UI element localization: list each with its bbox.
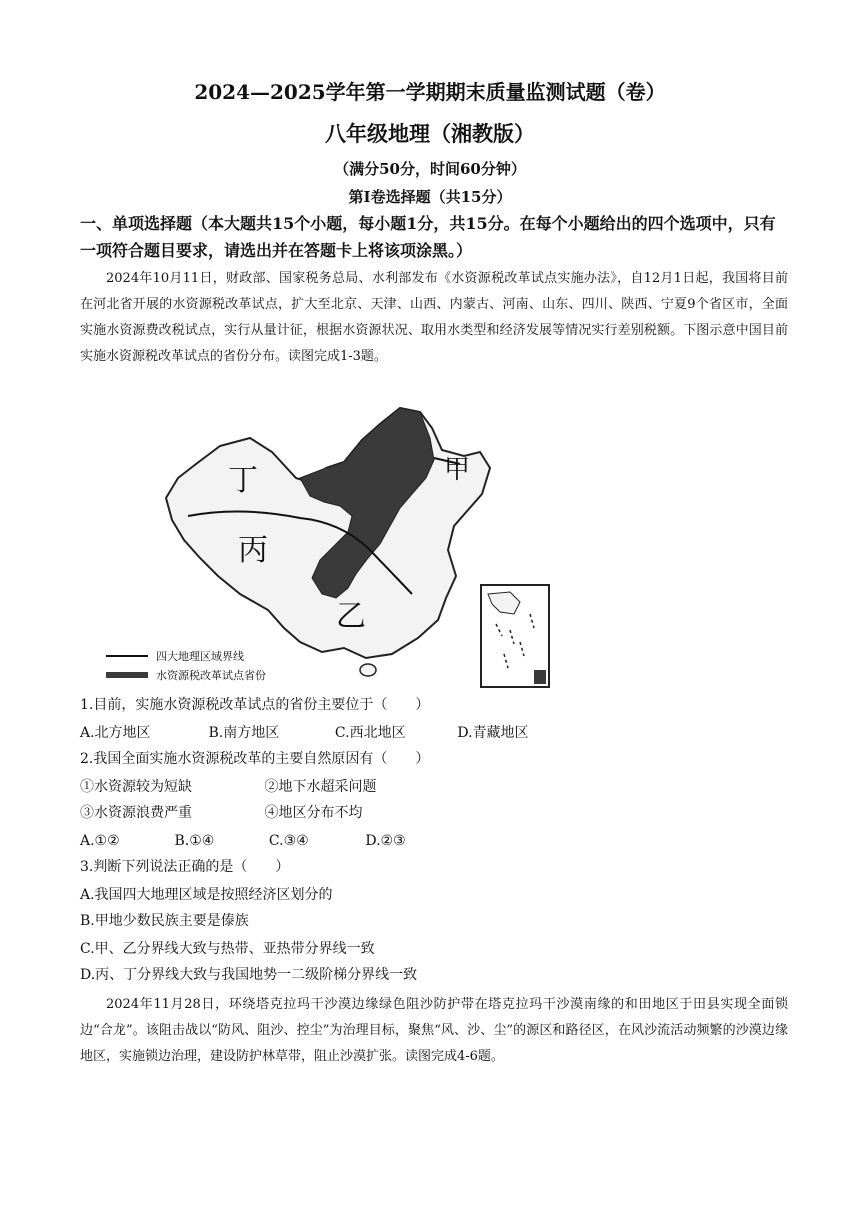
question-1-stem: 1.目前，实施水资源税改革试点的省份主要位于（ ） [80,697,430,713]
question-2-options [80,828,406,854]
q1-option-d[interactable]: D.青藏地区 [457,725,529,741]
question-2-items-row2 [80,800,362,826]
question-1-options [80,720,529,746]
q2-item-4: ④地区分布不均 [264,805,363,821]
q1-option-a[interactable]: A.北方地区 [80,725,151,741]
q2-option-c[interactable]: C.③④ [268,833,309,849]
passage-2: 2024年11月28日，环绕塔克拉玛干沙漠边缘绿色阻沙防护带在塔克拉玛干沙漠南缘的和田地区于田县实现全面锁边“合龙”。该阻击战以“防风、阻沙、控尘”为治理目标，聚焦“风、沙、尘”的源区和路径区，在风沙流活动频繁的沙漠边缘地区，实施锁边治理，建设防护林草带，阻止沙漠扩张。读图完成4-6题。 [80,997,788,1064]
q3-option-c[interactable]: C.甲、乙分界线大致与热带、亚热带分界线一致 [80,941,375,957]
q3-option-a[interactable]: A.我国四大地理区域是按照经济区划分的 [80,887,333,903]
exam-subject: 八年级地理（湘教版） [325,121,535,146]
map-label-bing: 丙 [238,533,268,568]
q1-option-b[interactable]: B.南方地区 [208,725,280,741]
q1-option-c[interactable]: C.西北地区 [334,725,406,741]
instructions: 一、单项选择题（本大题共15个小题，每小题1分，共15分。在每个小题给出的四个选项中，只有一项符合题目要求，请选出并在答题卡上将该项涂黑。） [80,214,776,260]
china-outline [166,408,490,658]
q3-option-d[interactable]: D.丙、丁分界线大致与我国地势一二级阶梯分界线一致 [80,967,418,983]
question-2-items-row1 [80,774,376,800]
section-title: 第Ⅰ卷选择题（共15分） [348,188,512,206]
hainan-island [360,664,376,676]
exam-title: 2024—2025学年第一学期期末质量监测试题（卷） [194,80,666,104]
q2-option-d[interactable]: D.②③ [365,833,406,849]
question-3-stem: 3.判断下列说法正确的是（ ） [80,859,290,875]
map-label-ding: 丁 [228,463,258,498]
legend-boundary-label: 四大地理区域界线 [156,650,244,663]
map-label-yi: 乙 [336,599,366,634]
passage-1: 2024年10月11日，财政部、国家税务总局、水利部发布《水资源税改革试点实施办法》，自12月1日起，我国将目前在河北省开展的水资源税改革试点，扩大至北京、天津、山西、内蒙古、河南、山东、四川、陕西、宁夏9个省区市，全面实施水资源费改税试点，实行从量计征，根据水资源状况、取用水类型和经济发展等情况实行差别税额。下图示意中国目前实施水资源税改革试点的省份分布。读图完成1-3题。 [80,271,788,364]
q2-item-3: ③水资源浪费严重 [80,805,192,821]
q2-option-b[interactable]: B.①④ [174,833,215,849]
q3-option-b[interactable]: B.甲地少数民族主要是傣族 [80,913,249,929]
q2-option-a[interactable]: A.①② [80,833,120,849]
south-china-sea-inset [480,584,550,688]
map-label-jia: 甲 [444,455,471,485]
score-time: （满分50分，时间60分钟） [334,160,526,178]
legend-pilot-label: 水资源税改革试点省份 [156,669,266,682]
question-2-stem: 2.我国全面实施水资源税改革的主要自然原因有（ ） [80,751,430,767]
q2-item-1: ①水资源较为短缺 [80,779,192,795]
q2-item-2: ②地下水超采问题 [264,779,377,795]
legend-pilot-swatch [106,672,148,678]
